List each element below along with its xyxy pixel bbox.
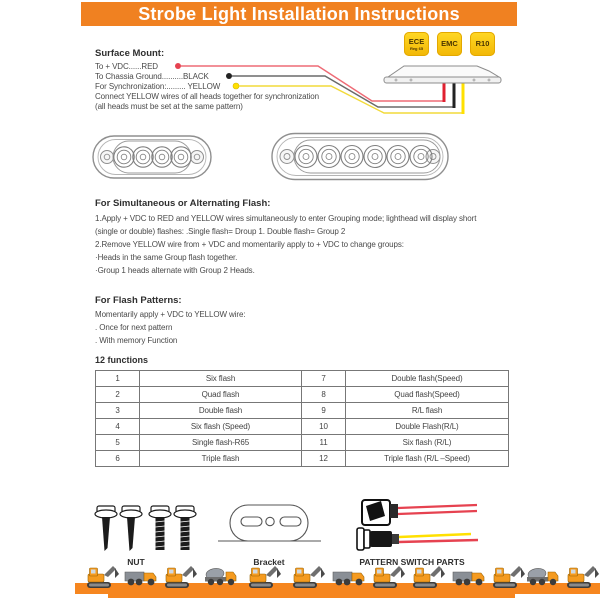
wire-line-yellow: For Synchronization:......... YELLOW [95, 82, 221, 91]
table-row: 1 Six flash 7 Double flash(Speed) [96, 371, 509, 387]
mixer-icon [527, 567, 558, 585]
page-title: Strobe Light Installation Instructions [138, 3, 460, 24]
nut-bolts [95, 506, 196, 551]
sim-line-4: ·Heads in the same Group flash together. [95, 253, 238, 262]
excavator-icon [493, 566, 525, 588]
excavator-icon [87, 566, 119, 588]
nut-label: NUT [127, 557, 145, 567]
truck-icon [125, 572, 156, 585]
construction-border-vehicles [87, 566, 599, 588]
emc-badge-icon: EMC [437, 32, 462, 56]
surface-mount-note-2: (all heads must be set at the same pattern) [95, 102, 243, 111]
table-row: 5 Single flash-R65 11 Six flash (R/L) [96, 435, 509, 451]
sim-line-3: 2.Remove YELLOW wire from + VDC and momentarily apply to + VDC to change groups: [95, 240, 404, 249]
excavator-icon [413, 566, 445, 588]
surface-mount-heading: Surface Mount: [95, 48, 165, 59]
wiring-diagram [175, 63, 501, 114]
fp-line-3: . With memory Function [95, 336, 178, 345]
ece-badge-icon: ECE Reg 65 [404, 32, 429, 56]
table-row: 2 Quad flash 8 Quad flash(Speed) [96, 387, 509, 403]
red-wire-dot-icon [175, 63, 181, 69]
excavator-icon [249, 566, 281, 588]
excavator-icon [293, 566, 325, 588]
black-wire-dot-icon [226, 73, 232, 79]
excavator-icon [567, 566, 599, 588]
truck-icon [453, 572, 484, 585]
wire-line-red: To + VDC......RED [95, 62, 158, 71]
rocker-switch-icon [362, 500, 477, 525]
lighthead-side-view [384, 66, 501, 83]
table-row: 4 Six flash (Speed) 10 Double Flash(R/L) [96, 419, 509, 435]
push-button-switch-icon [357, 528, 478, 550]
excavator-icon [165, 566, 197, 588]
pattern-switch-parts [357, 500, 478, 550]
surface-mount-note-1: Connect YELLOW wires of all heads together for synchronization [95, 92, 319, 101]
table-row: 3 Double flash 9 R/L flash [96, 403, 509, 419]
lighthead-6led-front [272, 134, 448, 180]
flash-patterns-heading: For Flash Patterns: [95, 295, 182, 306]
truck-icon [333, 572, 364, 585]
bracket-drawing [218, 505, 321, 541]
yellow-wire-dot-icon [233, 83, 239, 89]
mixer-icon [205, 567, 236, 585]
sim-line-1: 1.Apply + VDC to RED and YELLOW wires simultaneously to enter Grouping mode; lighthead will display short [95, 214, 477, 223]
simultaneous-flash-heading: For Simultaneous or Alternating Flash: [95, 198, 271, 209]
r10-badge-icon: R10 [470, 32, 495, 56]
wire-line-black: To Chassia Ground..........BLACK [95, 72, 209, 81]
table-row: 6 Triple flash 12 Triple flash (R/L –Speed) [96, 451, 509, 467]
lighthead-4led-front [93, 136, 211, 178]
fp-line-1: Momentarily apply + VDC to YELLOW wire: [95, 310, 246, 319]
functions-table-heading: 12 functions [95, 355, 149, 365]
excavator-icon [373, 566, 405, 588]
sim-line-2: (single or double) flashes: .Single flash= Droup 1. Double flash= Group 2 [95, 227, 346, 236]
bracket-label: Bracket [253, 557, 285, 567]
pattern-switch-label: PATTERN SWITCH PARTS [359, 557, 465, 567]
fp-line-2: . Once for next pattern [95, 323, 173, 332]
sim-line-5: ·Group 1 heads alternate with Group 2 Heads. [95, 266, 255, 275]
